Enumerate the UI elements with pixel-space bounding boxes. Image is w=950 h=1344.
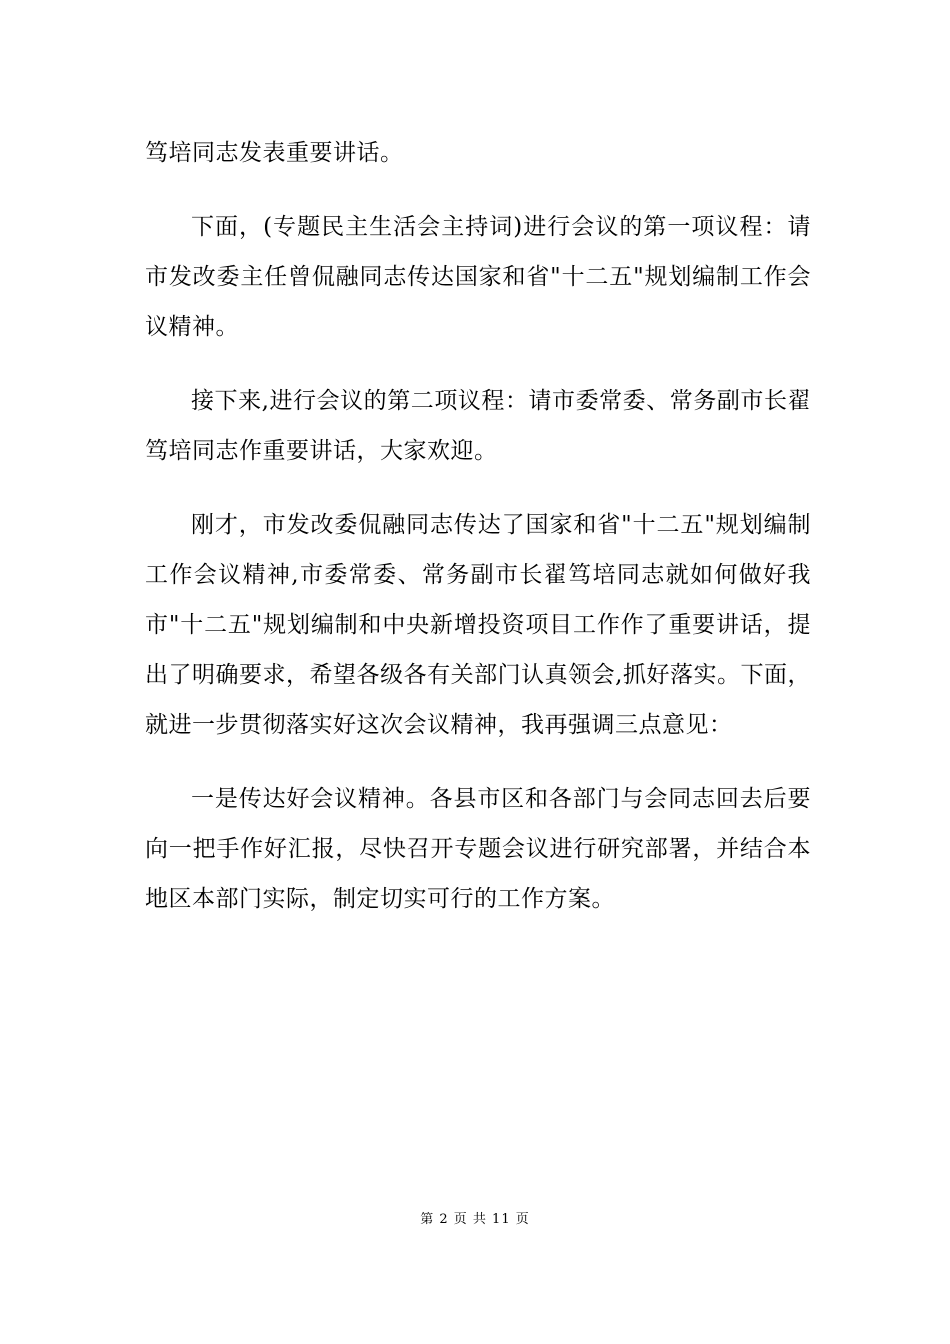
document-body <box>145 128 811 948</box>
paragraph-summary: 刚才，市发改委侃融同志传达了国家和省"十二五"规划编制工作会议精神,市委常委、常务副市长翟笃培同志就如何做好我市"十二五"规划编制和中央新增投资项目工作作了重要讲话，提出了明确要求，希望各级各有关部门认真领会,抓好落实。下面，就进一步贯彻落实好这次会议精神，我再强调三点意见： <box>145 512 811 738</box>
paragraph-continuation: 笃培同志发表重要讲话。 <box>145 140 404 166</box>
page-footer: 第 2 页 共 11 页 <box>420 1212 530 1227</box>
paragraph-point-one: 一是传达好会议精神。各县市区和各部门与会同志回去后要向一把手作好汇报，尽快召开专题会议进行研究部署，并结合本地区本部门实际，制定切实可行的工作方案。 <box>145 786 811 912</box>
paragraph-first-agenda: 下面，(专题民主生活会主持词)进行会议的第一项议程：请市发改委主任曾侃融同志传达国家和省"十二五"规划编制工作会议精神。 <box>145 214 811 340</box>
paragraph-second-agenda: 接下来,进行会议的第二项议程：请市委常委、常务副市长翟笃培同志作重要讲话，大家欢迎。 <box>145 388 811 464</box>
